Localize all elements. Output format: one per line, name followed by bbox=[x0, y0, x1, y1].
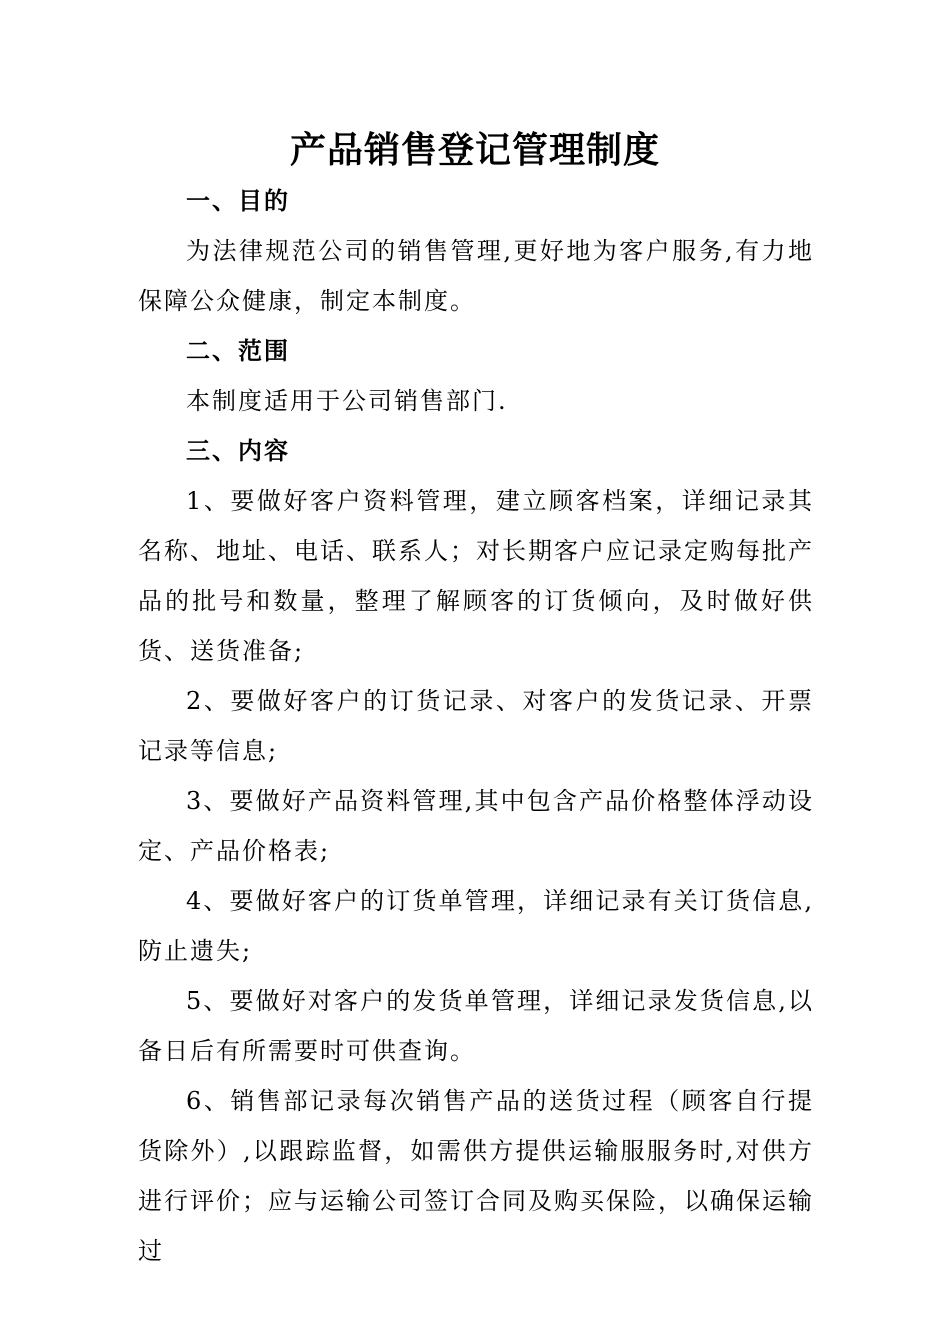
paragraph-item-3: 3、要做好产品资料管理,其中包含产品价格整体浮动设定、产品价格表; bbox=[138, 787, 814, 865]
section-content bbox=[138, 426, 814, 1276]
paragraph: 本制度适用于公司销售部门. bbox=[186, 387, 508, 415]
document-body bbox=[138, 176, 814, 1276]
paragraph-item-2: 2、要做好客户的订货记录、对客户的发货记录、开票记录等信息; bbox=[138, 687, 814, 765]
section-heading: 一、目的 bbox=[186, 186, 290, 215]
section-scope bbox=[138, 326, 814, 426]
paragraph-item-1: 1、要做好客户资料管理，建立顾客档案，详细记录其名称、地址、电话、联系人；对长期客户应记录定购每批产品的批号和数量，整理了解顾客的订货倾向，及时做好供货、送货准备; bbox=[138, 487, 814, 665]
section-heading: 二、范围 bbox=[186, 336, 290, 365]
section-heading: 三、内容 bbox=[186, 436, 290, 465]
paragraph-item-4: 4、要做好客户的订货单管理，详细记录有关订货信息,防止遗失; bbox=[138, 887, 814, 965]
section-purpose bbox=[138, 176, 814, 326]
document-title: 产品销售登记管理制度 bbox=[289, 129, 660, 171]
paragraph-item-6: 6、销售部记录每次销售产品的送货过程（顾客自行提货除外）,以跟踪监督，如需供方提供运输服服务时,对供方进行评价；应与运输公司签订合同及购买保险，以确保运输过 bbox=[138, 1087, 814, 1265]
paragraph: 为法律规范公司的销售管理,更好地为客户服务,有力地保障公众健康，制定本制度。 bbox=[138, 237, 814, 315]
paragraph-item-5: 5、要做好对客户的发货单管理，详细记录发货信息,以备日后有所需要时可供查询。 bbox=[138, 987, 814, 1065]
